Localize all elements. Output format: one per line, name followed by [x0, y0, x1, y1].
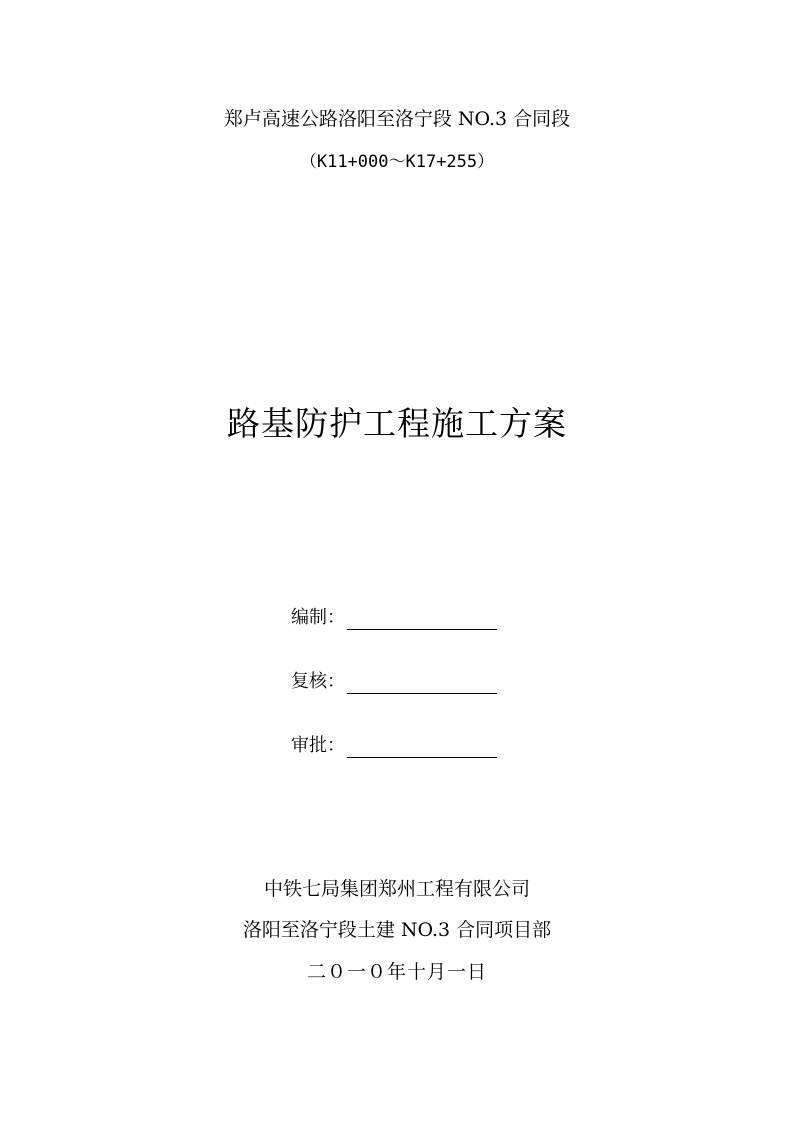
project-department: 洛阳至洛宁段土建 NO.3 合同项目部 [242, 919, 552, 941]
signature-label-reviewed: 复核： [291, 671, 345, 692]
signature-line-reviewed [347, 671, 497, 694]
project-name: 郑卢高速公路洛阳至洛宁段 NO.3 合同段 [223, 108, 571, 130]
document-title: 路基防护工程施工方案 [227, 404, 567, 443]
signature-label-approved: 审批： [291, 735, 345, 756]
company-name: 中铁七局集团郑州工程有限公司 [263, 878, 530, 900]
section-range: （K11+000～K17+255） [299, 152, 495, 172]
signature-row-approved [291, 730, 497, 758]
signature-line-compiled [347, 607, 497, 630]
document-date: 二０一０年十月一日 [306, 961, 487, 983]
signature-row-compiled [291, 602, 497, 630]
signature-line-approved [347, 735, 497, 758]
signature-label-compiled: 编制： [291, 607, 345, 628]
signature-row-reviewed [291, 666, 497, 694]
